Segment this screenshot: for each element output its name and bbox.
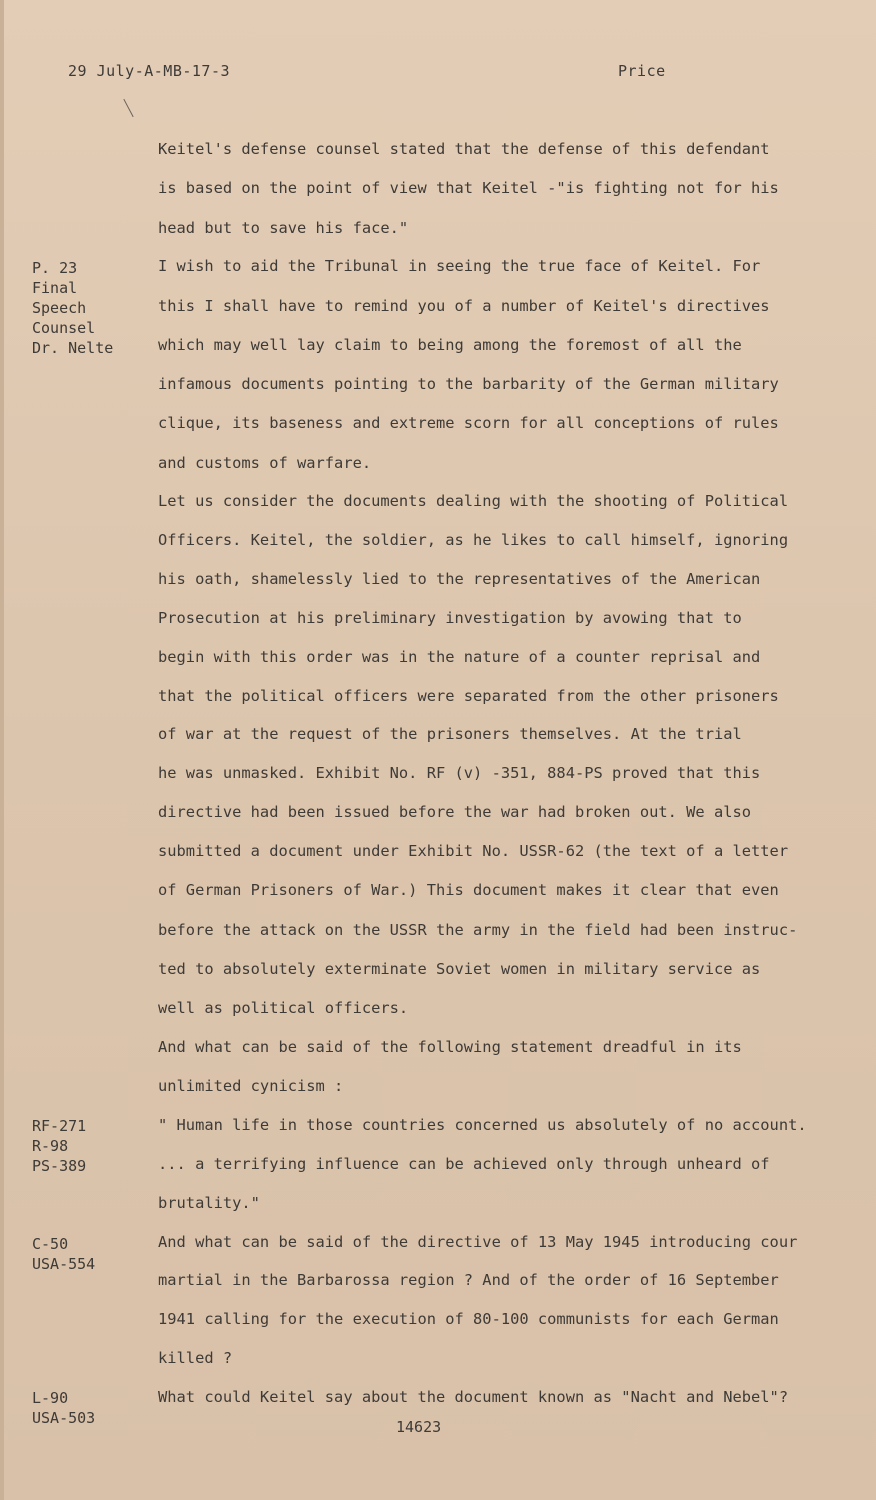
body-line: he was unmasked. Exhibit No. RF (v) -351, 884-PS proved that this [158,764,761,782]
body-line: this I shall have to remind you of a number of Keitel's directives [158,297,770,315]
body-line: head but to save his face." [158,219,409,237]
margin-note-exhibits-c50 [32,1234,95,1274]
body-line: brutality." [158,1194,260,1212]
body-line: well as political officers. [158,999,409,1017]
margin-note-line: C-50 [32,1235,69,1253]
body-line: that the political officers were separated from the other prisoners [158,687,779,705]
margin-note-line: P. 23 [32,259,78,277]
pen-mark [123,99,133,117]
body-line: Keitel's defense counsel stated that the defense of this defendant [158,140,770,158]
page-edge [0,0,4,1500]
body-line: 1941 calling for the execution of 80-100 communists for each German [158,1310,779,1328]
margin-note-line: Speech [32,299,87,317]
body-line: of war at the request of the prisoners themselves. At the trial [158,725,742,743]
body-line: ted to absolutely exterminate Soviet women in military service as [158,960,761,978]
margin-note-line: USA-554 [32,1255,96,1273]
body-line: and customs of warfare. [158,454,372,472]
body-line: submitted a document under Exhibit No. USSR-62 (the text of a letter [158,842,789,860]
body-line: Let us consider the documents dealing with the shooting of Political [158,492,789,510]
margin-note-line: PS-389 [32,1157,87,1175]
body-line: killed ? [158,1349,233,1367]
header-speaker: Price [618,62,666,80]
body-line: Prosecution at his preliminary investigation by avowing that to [158,609,742,627]
margin-note-line: RF-271 [32,1117,87,1135]
body-line: infamous documents pointing to the barbarity of the German military [158,375,779,393]
margin-note-line: Final [32,279,78,297]
margin-note-exhibits-rf [32,1116,86,1176]
body-line: I wish to aid the Tribunal in seeing the true face of Keitel. For [158,257,761,275]
body-line: clique, its baseness and extreme scorn for all conceptions of rules [158,414,779,432]
header-reference: 29 July-A-MB-17-3 [68,62,231,80]
body-line: Officers. Keitel, the soldier, as he likes to call himself, ignoring [158,531,789,549]
body-line: before the attack on the USSR the army in the field had been instruc- [158,921,798,939]
margin-note-line: USA-503 [32,1409,96,1427]
body-line: unlimited cynicism : [158,1077,344,1095]
body-line: ... a terrifying influence can be achieved only through unheard of [158,1155,770,1173]
body-line: martial in the Barbarossa region ? And of the order of 16 September [158,1271,779,1289]
body-line: which may well lay claim to being among the foremost of all the [158,336,742,354]
page-number: 14623 [396,1418,442,1436]
margin-note-line: L-90 [32,1389,69,1407]
margin-note-line: R-98 [32,1137,69,1155]
margin-note-exhibits-l90 [32,1388,95,1428]
body-line: What could Keitel say about the document known as "Nacht and Nebel"? [158,1388,789,1406]
body-line: begin with this order was in the nature of a counter reprisal and [158,648,761,666]
margin-note-line: Counsel [32,319,96,337]
body-line: " Human life in those countries concerned us absolutely of no account. [158,1116,807,1134]
margin-note-line: Dr. Nelte [32,339,114,357]
body-line: his oath, shamelessly lied to the representatives of the American [158,570,761,588]
margin-note-final-speech [32,258,113,358]
body-line: And what can be said of the following statement dreadful in its [158,1038,742,1056]
body-line: of German Prisoners of War.) This document makes it clear that even [158,881,779,899]
body-line: directive had been issued before the war had broken out. We also [158,803,752,821]
body-line: is based on the point of view that Keitel -"is fighting not for his [158,179,779,197]
body-line: And what can be said of the directive of 13 May 1945 introducing cour [158,1233,798,1251]
